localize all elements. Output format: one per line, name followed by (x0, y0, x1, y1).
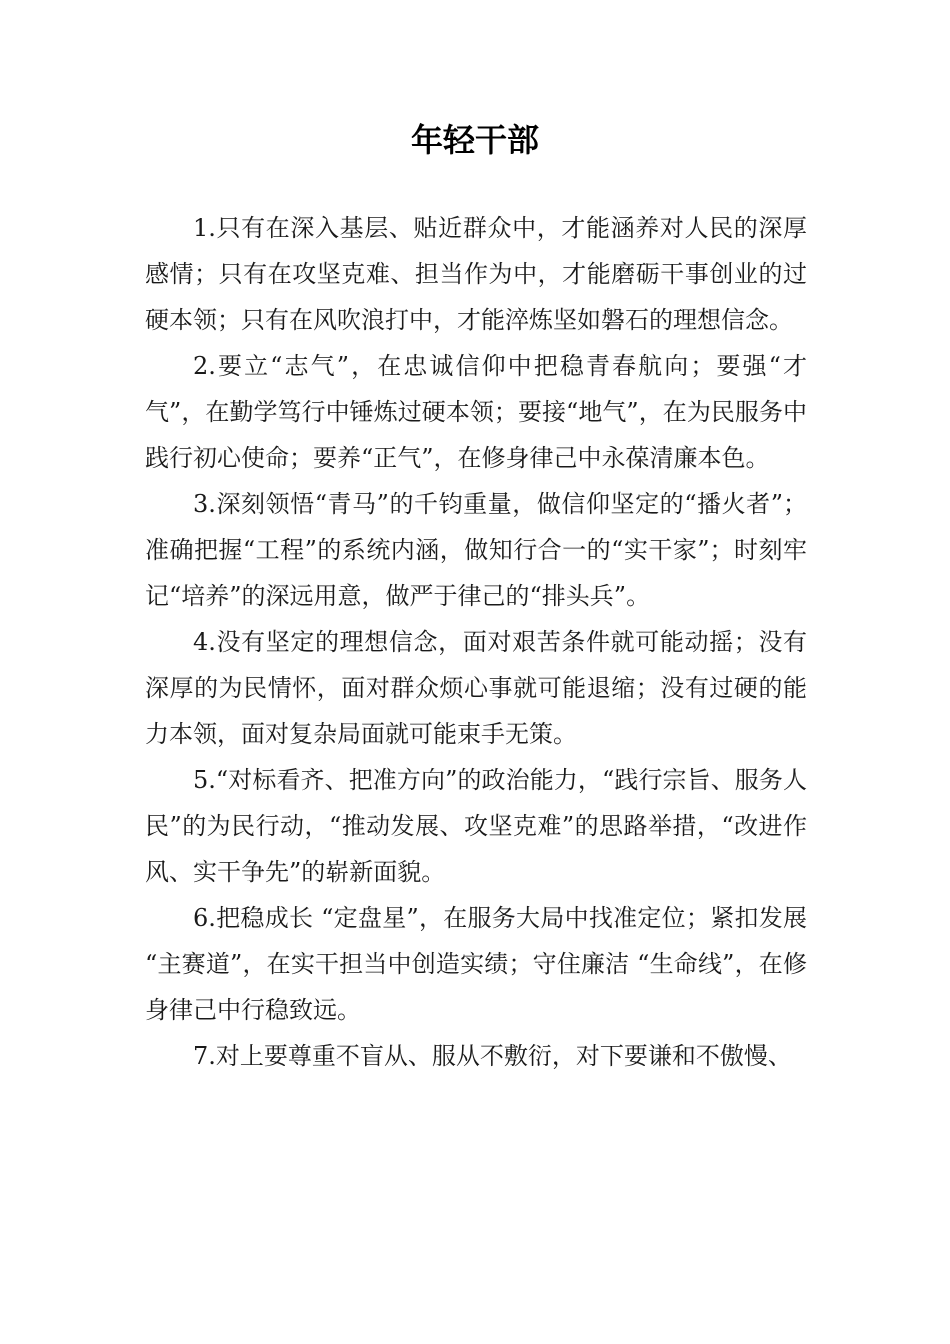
paragraph-5: 5.“对标看齐、把准方向”的政治能力，“践行宗旨、服务人民”的为民行动，“推动发展、攻坚克难”的思路举措，“改进作风、实干争先”的崭新面貌。 (145, 766, 807, 886)
paragraph-3: 3.深刻领悟“青马”的千钧重量，做信仰坚定的“播火者”；准确把握“工程”的系统内涵，做知行合一的“实干家”；时刻牢记“培养”的深远用意，做严于律己的“排头兵”。 (145, 490, 807, 610)
paragraph-7: 7.对上要尊重不盲从、服从不敷衍，对下要谦和不傲慢、 (193, 1042, 792, 1070)
paragraph-2: 2.要立“志气”，在忠诚信仰中把稳青春航向；要强“才气”，在勤学笃行中锤炼过硬本领；要接“地气”，在为民服务中践行初心使命；要养“正气”，在修身律己中永葆清廉本色。 (145, 352, 807, 472)
paragraph-4: 4.没有坚定的理想信念，面对艰苦条件就可能动摇；没有深厚的为民情怀，面对群众烦心事就可能退缩；没有过硬的能力本领，面对复杂局面就可能束手无策。 (145, 628, 807, 748)
document-title: 年轻干部 (410, 121, 539, 159)
paragraph-1: 1.只有在深入基层、贴近群众中，才能涵养对人民的深厚感情；只有在攻坚克难、担当作为中，才能磨砺干事创业的过硬本领；只有在风吹浪打中，才能淬炼坚如磐石的理想信念。 (145, 214, 807, 334)
paragraph-6: 6.把稳成长 “定盘星”，在服务大局中找准定位；紧扣发展 “主赛道”，在实干担当中创造实绩；守住廉洁 “生命线”，在修身律己中行稳致远。 (145, 904, 807, 1024)
document-body (145, 205, 807, 1079)
